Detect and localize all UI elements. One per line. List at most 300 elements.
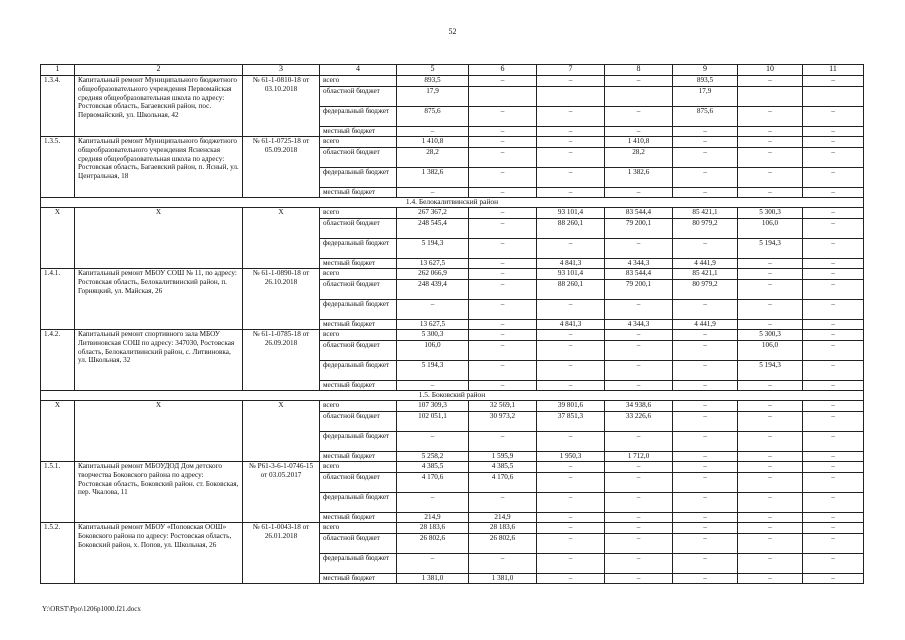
amount-cell: – bbox=[803, 320, 864, 330]
amount-cell: – bbox=[469, 137, 537, 148]
amount-cell: – bbox=[803, 341, 864, 361]
amount-cell: – bbox=[738, 534, 803, 554]
amount-cell: 28,2 bbox=[397, 148, 469, 168]
amount-cell: – bbox=[803, 208, 864, 219]
amount-cell: 79 200,1 bbox=[605, 280, 673, 300]
amount-cell: – bbox=[469, 280, 537, 300]
amount-cell: – bbox=[673, 300, 738, 320]
amount-cell: – bbox=[803, 534, 864, 554]
amount-cell: 80 979,2 bbox=[673, 219, 738, 239]
amount-cell: – bbox=[605, 523, 673, 534]
amount-cell: – bbox=[803, 300, 864, 320]
amount-cell: 1 410,8 bbox=[397, 137, 469, 148]
amount-cell: – bbox=[537, 168, 605, 188]
section-heading-row bbox=[41, 391, 864, 401]
amount-cell: – bbox=[673, 473, 738, 493]
funding-source: федеральный бюджет bbox=[320, 168, 397, 188]
amount-cell: – bbox=[469, 361, 537, 381]
object-row bbox=[41, 76, 864, 87]
funding-source: всего bbox=[320, 269, 397, 280]
column-number-row bbox=[41, 65, 864, 76]
funding-source: всего bbox=[320, 523, 397, 534]
amount-cell: – bbox=[803, 259, 864, 269]
amount-cell: 83 544,4 bbox=[605, 269, 673, 280]
amount-cell: 93 101,4 bbox=[537, 269, 605, 280]
amount-cell: – bbox=[469, 432, 537, 452]
object-row bbox=[41, 523, 864, 534]
column-number-11: 11 bbox=[803, 65, 864, 76]
funding-source: областной бюджет bbox=[320, 473, 397, 493]
amount-cell: 13 627,5 bbox=[397, 259, 469, 269]
amount-cell: – bbox=[605, 341, 673, 361]
amount-cell: – bbox=[397, 127, 469, 137]
amount-cell: 28 183,6 bbox=[469, 523, 537, 534]
amount-cell: – bbox=[605, 330, 673, 341]
funding-source: всего bbox=[320, 137, 397, 148]
amount-cell: – bbox=[738, 269, 803, 280]
funding-source: всего bbox=[320, 76, 397, 87]
amount-cell: – bbox=[803, 462, 864, 473]
amount-cell: 5 258,2 bbox=[397, 452, 469, 462]
item-number: 1.4.1. bbox=[41, 269, 75, 330]
amount-cell: 248 545,4 bbox=[397, 219, 469, 239]
amount-cell: – bbox=[469, 320, 537, 330]
amount-cell: 85 421,1 bbox=[673, 208, 738, 219]
amount-cell: – bbox=[605, 432, 673, 452]
amount-cell: – bbox=[469, 341, 537, 361]
amount-cell bbox=[738, 87, 803, 107]
amount-cell: – bbox=[673, 574, 738, 584]
funding-source: федеральный бюджет bbox=[320, 432, 397, 452]
funding-source: федеральный бюджет bbox=[320, 107, 397, 127]
amount-cell: – bbox=[803, 269, 864, 280]
amount-cell: 1 382,6 bbox=[605, 168, 673, 188]
total-marker: X bbox=[243, 401, 320, 462]
amount-cell: – bbox=[803, 280, 864, 300]
funding-source: местный бюджет bbox=[320, 259, 397, 269]
amount-cell: – bbox=[738, 76, 803, 87]
object-row bbox=[41, 330, 864, 341]
amount-cell: 5 300,3 bbox=[738, 330, 803, 341]
amount-cell bbox=[469, 87, 537, 107]
amount-cell: – bbox=[738, 401, 803, 412]
amount-cell: – bbox=[738, 381, 803, 391]
amount-cell: – bbox=[605, 513, 673, 523]
amount-cell: – bbox=[673, 554, 738, 574]
amount-cell: – bbox=[469, 219, 537, 239]
amount-cell: – bbox=[673, 534, 738, 554]
amount-cell: – bbox=[738, 168, 803, 188]
column-number-5: 5 bbox=[397, 65, 469, 76]
amount-cell: – bbox=[803, 412, 864, 432]
amount-cell: – bbox=[605, 534, 673, 554]
amount-cell: – bbox=[605, 300, 673, 320]
amount-cell: – bbox=[803, 574, 864, 584]
amount-cell: – bbox=[673, 432, 738, 452]
total-marker: X bbox=[75, 208, 243, 269]
amount-cell: 4 441,9 bbox=[673, 259, 738, 269]
amount-cell: – bbox=[803, 330, 864, 341]
amount-cell: 4 441,9 bbox=[673, 320, 738, 330]
amount-cell: – bbox=[803, 473, 864, 493]
amount-cell: – bbox=[673, 513, 738, 523]
amount-cell: – bbox=[673, 452, 738, 462]
amount-cell: 80 979,2 bbox=[673, 280, 738, 300]
object-row bbox=[41, 269, 864, 280]
amount-cell: 37 851,3 bbox=[537, 412, 605, 432]
amount-cell: 83 544,4 bbox=[605, 208, 673, 219]
amount-cell: – bbox=[738, 493, 803, 513]
amount-cell: – bbox=[605, 239, 673, 259]
amount-cell: 93 101,4 bbox=[537, 208, 605, 219]
funding-source: федеральный бюджет bbox=[320, 554, 397, 574]
funding-source: всего bbox=[320, 401, 397, 412]
amount-cell: – bbox=[397, 432, 469, 452]
funding-source: местный бюджет bbox=[320, 574, 397, 584]
funding-source: областной бюджет bbox=[320, 534, 397, 554]
amount-cell: – bbox=[469, 330, 537, 341]
amount-cell: – bbox=[605, 127, 673, 137]
amount-cell: – bbox=[469, 188, 537, 198]
amount-cell: – bbox=[673, 493, 738, 513]
funding-source: местный бюджет bbox=[320, 513, 397, 523]
amount-cell: – bbox=[537, 473, 605, 493]
amount-cell: 4 841,3 bbox=[537, 259, 605, 269]
amount-cell: – bbox=[605, 361, 673, 381]
object-name: Капитальный ремонт Муниципального бюджетного общеобразовательного учреждения Ясненская средняя общеобразовательная школа по адресу: Ростовская область, Багаевский район, п. Ясный, ул. Центральная, 18 bbox=[75, 137, 243, 198]
amount-cell: – bbox=[469, 127, 537, 137]
amount-cell: – bbox=[469, 107, 537, 127]
amount-cell: 893,5 bbox=[397, 76, 469, 87]
amount-cell: 1 712,0 bbox=[605, 452, 673, 462]
amount-cell: – bbox=[605, 574, 673, 584]
amount-cell: – bbox=[469, 76, 537, 87]
column-number-9: 9 bbox=[673, 65, 738, 76]
amount-cell: – bbox=[673, 523, 738, 534]
column-number-4: 4 bbox=[320, 65, 397, 76]
amount-cell: 267 367,2 bbox=[397, 208, 469, 219]
amount-cell: – bbox=[469, 269, 537, 280]
amount-cell: 28,2 bbox=[605, 148, 673, 168]
amount-cell: – bbox=[469, 259, 537, 269]
amount-cell: 4 170,6 bbox=[397, 473, 469, 493]
amount-cell: – bbox=[738, 148, 803, 168]
amount-cell: – bbox=[537, 239, 605, 259]
amount-cell: – bbox=[803, 168, 864, 188]
funding-source: областной бюджет bbox=[320, 280, 397, 300]
amount-cell: 875,6 bbox=[397, 107, 469, 127]
amount-cell: – bbox=[605, 107, 673, 127]
amount-cell: 214,9 bbox=[397, 513, 469, 523]
amount-cell: – bbox=[673, 381, 738, 391]
amount-cell: – bbox=[738, 473, 803, 493]
amount-cell: – bbox=[673, 127, 738, 137]
amount-cell: – bbox=[738, 188, 803, 198]
amount-cell: – bbox=[803, 76, 864, 87]
amount-cell: – bbox=[397, 188, 469, 198]
object-name: Капитальный ремонт МБОУДОД Дом детского творчества Боковского района по адресу: Ростовская область, Боковский район. ст. Боковская, пер. Чкалова, 11 bbox=[75, 462, 243, 523]
amount-cell: 17,9 bbox=[397, 87, 469, 107]
total-marker: X bbox=[75, 401, 243, 462]
column-number-8: 8 bbox=[605, 65, 673, 76]
amount-cell: 1 410,8 bbox=[605, 137, 673, 148]
funding-source: областной бюджет bbox=[320, 87, 397, 107]
item-number: 1.5.1. bbox=[41, 462, 75, 523]
amount-cell: 30 973,2 bbox=[469, 412, 537, 432]
expertise-conclusion: № 61-1-0810-18 от 03.10.2018 bbox=[243, 76, 320, 137]
amount-cell: – bbox=[738, 137, 803, 148]
amount-cell: – bbox=[397, 493, 469, 513]
amount-cell bbox=[537, 87, 605, 107]
amount-cell: 4 385,5 bbox=[469, 462, 537, 473]
funding-source: всего bbox=[320, 208, 397, 219]
amount-cell: – bbox=[738, 300, 803, 320]
amount-cell: 5 194,3 bbox=[397, 361, 469, 381]
amount-cell: – bbox=[537, 523, 605, 534]
amount-cell: 4 170,6 bbox=[469, 473, 537, 493]
amount-cell: – bbox=[738, 259, 803, 269]
section-title: 1.5. Боковский район bbox=[41, 391, 864, 401]
amount-cell: 26 802,6 bbox=[397, 534, 469, 554]
amount-cell: – bbox=[469, 168, 537, 188]
amount-cell: – bbox=[537, 493, 605, 513]
amount-cell: – bbox=[803, 219, 864, 239]
amount-cell: – bbox=[537, 188, 605, 198]
amount-cell: – bbox=[537, 574, 605, 584]
amount-cell: 88 260,1 bbox=[537, 280, 605, 300]
column-number-2: 2 bbox=[75, 65, 243, 76]
amount-cell: 106,0 bbox=[738, 341, 803, 361]
amount-cell: – bbox=[537, 107, 605, 127]
amount-cell: 5 300,3 bbox=[397, 330, 469, 341]
amount-cell: – bbox=[537, 127, 605, 137]
amount-cell: – bbox=[537, 513, 605, 523]
amount-cell: – bbox=[803, 452, 864, 462]
amount-cell: – bbox=[673, 462, 738, 473]
item-number: 1.3.4. bbox=[41, 76, 75, 137]
amount-cell: 893,5 bbox=[673, 76, 738, 87]
expertise-conclusion: № 61-1-0785-18 от 26.09.2018 bbox=[243, 330, 320, 391]
amount-cell: – bbox=[803, 554, 864, 574]
amount-cell: – bbox=[537, 381, 605, 391]
amount-cell: – bbox=[803, 493, 864, 513]
amount-cell: – bbox=[605, 554, 673, 574]
amount-cell: – bbox=[605, 462, 673, 473]
funding-source: местный бюджет bbox=[320, 320, 397, 330]
object-row bbox=[41, 137, 864, 148]
amount-cell: 102 051,1 bbox=[397, 412, 469, 432]
funding-source: местный бюджет bbox=[320, 127, 397, 137]
amount-cell: – bbox=[738, 554, 803, 574]
funding-source: областной бюджет bbox=[320, 148, 397, 168]
amount-cell: – bbox=[803, 523, 864, 534]
funding-source: областной бюджет bbox=[320, 341, 397, 361]
expertise-conclusion: № 61-1-0890-18 от 26.10.2018 bbox=[243, 269, 320, 330]
budget-table bbox=[40, 64, 864, 584]
funding-source: местный бюджет bbox=[320, 452, 397, 462]
funding-source: областной бюджет bbox=[320, 412, 397, 432]
object-row bbox=[41, 462, 864, 473]
amount-cell: 4 385,5 bbox=[397, 462, 469, 473]
funding-source: местный бюджет bbox=[320, 381, 397, 391]
amount-cell: – bbox=[469, 493, 537, 513]
amount-cell: 1 950,3 bbox=[537, 452, 605, 462]
amount-cell: 79 200,1 bbox=[605, 219, 673, 239]
amount-cell: – bbox=[397, 300, 469, 320]
amount-cell: – bbox=[673, 188, 738, 198]
amount-cell: – bbox=[537, 148, 605, 168]
amount-cell: – bbox=[738, 452, 803, 462]
amount-cell bbox=[803, 87, 864, 107]
amount-cell: 106,0 bbox=[738, 219, 803, 239]
amount-cell: 214,9 bbox=[469, 513, 537, 523]
amount-cell: 33 226,6 bbox=[605, 412, 673, 432]
amount-cell: 107 309,3 bbox=[397, 401, 469, 412]
expertise-conclusion: № Р61-3-6-1-0746-15 от 03.05.2017 bbox=[243, 462, 320, 523]
amount-cell: – bbox=[537, 137, 605, 148]
amount-cell: – bbox=[803, 137, 864, 148]
total-marker: X bbox=[41, 401, 75, 462]
amount-cell: 5 194,3 bbox=[738, 239, 803, 259]
column-number-6: 6 bbox=[469, 65, 537, 76]
amount-cell: – bbox=[738, 462, 803, 473]
item-number: 1.3.5. bbox=[41, 137, 75, 198]
funding-source: федеральный бюджет bbox=[320, 361, 397, 381]
amount-cell: 5 194,3 bbox=[397, 239, 469, 259]
amount-cell: – bbox=[673, 341, 738, 361]
amount-cell: 34 938,6 bbox=[605, 401, 673, 412]
object-name: Капитальный ремонт спортивного зала МБОУ Литвиновская СОШ по адресу: 347030, Ростовская область, Белокалитвинский район, с. Литвиновка, ул. Школьная, 32 bbox=[75, 330, 243, 391]
amount-cell: – bbox=[605, 493, 673, 513]
column-number-7: 7 bbox=[537, 65, 605, 76]
amount-cell: – bbox=[537, 341, 605, 361]
amount-cell: – bbox=[803, 127, 864, 137]
amount-cell: – bbox=[537, 554, 605, 574]
amount-cell: – bbox=[803, 239, 864, 259]
amount-cell: – bbox=[469, 381, 537, 391]
amount-cell: – bbox=[738, 523, 803, 534]
total-marker: X bbox=[243, 208, 320, 269]
amount-cell: – bbox=[738, 320, 803, 330]
amount-cell: 13 627,5 bbox=[397, 320, 469, 330]
funding-source: федеральный бюджет bbox=[320, 300, 397, 320]
amount-cell: – bbox=[738, 127, 803, 137]
amount-cell: – bbox=[803, 148, 864, 168]
amount-cell: – bbox=[738, 280, 803, 300]
amount-cell: – bbox=[469, 208, 537, 219]
funding-source: областной бюджет bbox=[320, 219, 397, 239]
item-number: 1.4.2. bbox=[41, 330, 75, 391]
section-total-row bbox=[41, 401, 864, 412]
amount-cell: 88 260,1 bbox=[537, 219, 605, 239]
amount-cell: – bbox=[803, 107, 864, 127]
amount-cell: 4 344,3 bbox=[605, 320, 673, 330]
amount-cell: – bbox=[738, 412, 803, 432]
amount-cell: – bbox=[537, 330, 605, 341]
amount-cell: – bbox=[537, 76, 605, 87]
amount-cell: 1 382,6 bbox=[397, 168, 469, 188]
amount-cell: – bbox=[469, 300, 537, 320]
amount-cell: 262 066,9 bbox=[397, 269, 469, 280]
amount-cell: – bbox=[738, 432, 803, 452]
amount-cell: 17,9 bbox=[673, 87, 738, 107]
section-title: 1.4. Белокалитвинский район bbox=[41, 198, 864, 208]
amount-cell: – bbox=[803, 361, 864, 381]
amount-cell: – bbox=[397, 381, 469, 391]
amount-cell: 32 569,1 bbox=[469, 401, 537, 412]
funding-source: федеральный бюджет bbox=[320, 239, 397, 259]
amount-cell: – bbox=[605, 188, 673, 198]
amount-cell: – bbox=[537, 462, 605, 473]
amount-cell: – bbox=[673, 148, 738, 168]
amount-cell: – bbox=[469, 239, 537, 259]
amount-cell: – bbox=[605, 381, 673, 391]
amount-cell: 39 801,6 bbox=[537, 401, 605, 412]
amount-cell: – bbox=[673, 401, 738, 412]
expertise-conclusion: № 61-1-0043-18 от 26.01.2018 bbox=[243, 523, 320, 584]
amount-cell: 1 381,0 bbox=[469, 574, 537, 584]
amount-cell bbox=[605, 87, 673, 107]
amount-cell: – bbox=[469, 148, 537, 168]
amount-cell: 875,6 bbox=[673, 107, 738, 127]
funding-source: всего bbox=[320, 462, 397, 473]
funding-source: всего bbox=[320, 330, 397, 341]
object-name: Капитальный ремонт Муниципального бюджетного общеобразовательного учреждения Первомайская средняя общеобразовательная школа по адресу: Ростовская область, Багаевский район, пос. Первомайский, ул. Школьная, 42 bbox=[75, 76, 243, 137]
total-marker: X bbox=[41, 208, 75, 269]
amount-cell: – bbox=[469, 554, 537, 574]
amount-cell: – bbox=[605, 76, 673, 87]
column-number-1: 1 bbox=[41, 65, 75, 76]
amount-cell: – bbox=[803, 401, 864, 412]
page-number: 52 bbox=[448, 27, 457, 36]
amount-cell: – bbox=[605, 473, 673, 493]
object-name: Капитальный ремонт МБОУ «Поповская ООШ» Боковского района по адресу: Ростовская область, Боковский район, х. Попов, ул. Школьная, 26 bbox=[75, 523, 243, 584]
amount-cell: 5 300,3 bbox=[738, 208, 803, 219]
section-total-row bbox=[41, 208, 864, 219]
amount-cell: – bbox=[738, 107, 803, 127]
column-number-10: 10 bbox=[738, 65, 803, 76]
funding-source: местный бюджет bbox=[320, 188, 397, 198]
amount-cell: – bbox=[673, 239, 738, 259]
amount-cell: – bbox=[803, 188, 864, 198]
amount-cell: – bbox=[673, 168, 738, 188]
amount-cell: – bbox=[803, 513, 864, 523]
amount-cell: 1 595,9 bbox=[469, 452, 537, 462]
amount-cell: – bbox=[537, 432, 605, 452]
amount-cell: – bbox=[537, 300, 605, 320]
amount-cell: 248 439,4 bbox=[397, 280, 469, 300]
amount-cell: 28 183,6 bbox=[397, 523, 469, 534]
section-heading-row bbox=[41, 198, 864, 208]
amount-cell: 4 344,3 bbox=[605, 259, 673, 269]
amount-cell: – bbox=[803, 432, 864, 452]
amount-cell: 106,0 bbox=[397, 341, 469, 361]
item-number: 1.5.2. bbox=[41, 523, 75, 584]
amount-cell: – bbox=[537, 534, 605, 554]
funding-source: федеральный бюджет bbox=[320, 493, 397, 513]
amount-cell: 4 841,3 bbox=[537, 320, 605, 330]
amount-cell: 26 802,6 bbox=[469, 534, 537, 554]
amount-cell: – bbox=[673, 137, 738, 148]
column-number-3: 3 bbox=[243, 65, 320, 76]
amount-cell: 85 421,1 bbox=[673, 269, 738, 280]
amount-cell: 5 194,3 bbox=[738, 361, 803, 381]
amount-cell: – bbox=[673, 330, 738, 341]
amount-cell: – bbox=[738, 574, 803, 584]
amount-cell: – bbox=[738, 513, 803, 523]
file-path-footer: Y:\ORST\Ppo\1206p1000.f21.docx bbox=[42, 605, 141, 613]
amount-cell: – bbox=[673, 361, 738, 381]
